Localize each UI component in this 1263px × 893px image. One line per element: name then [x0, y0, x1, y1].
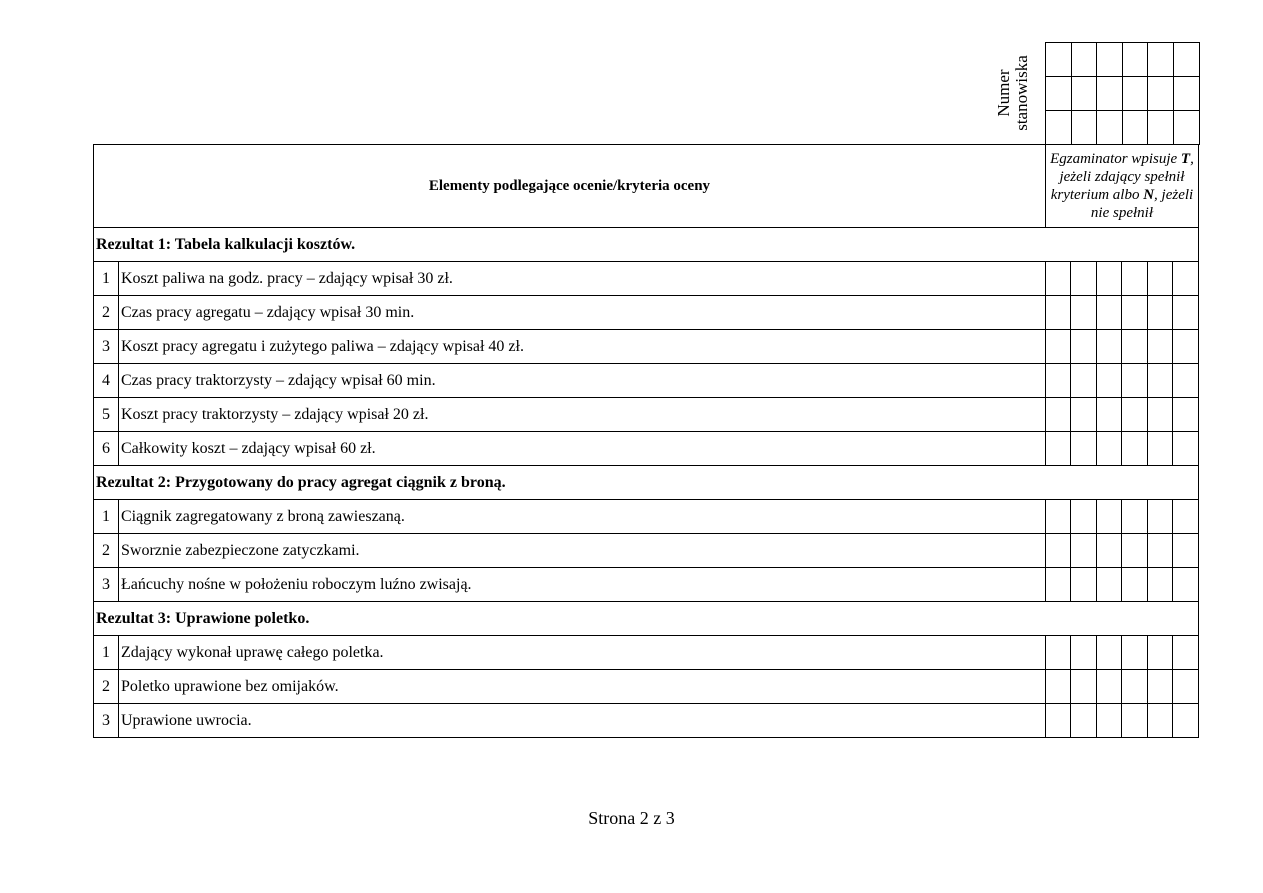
evaluation-box[interactable] — [1071, 636, 1097, 670]
evaluation-box[interactable] — [1071, 568, 1097, 602]
evaluation-box[interactable] — [1147, 330, 1173, 364]
evaluation-box[interactable] — [1045, 398, 1071, 432]
station-digit-box[interactable] — [1071, 111, 1097, 145]
evaluation-box[interactable] — [1173, 500, 1199, 534]
evaluation-box[interactable] — [1173, 364, 1199, 398]
evaluation-box[interactable] — [1045, 636, 1071, 670]
evaluation-box[interactable] — [1071, 670, 1097, 704]
evaluation-box[interactable] — [1122, 500, 1148, 534]
station-digit-box[interactable] — [1097, 77, 1123, 111]
evaluation-box[interactable] — [1122, 636, 1148, 670]
evaluation-box[interactable] — [1096, 262, 1122, 296]
evaluation-box[interactable] — [1045, 568, 1071, 602]
table-header-row — [94, 145, 1199, 228]
evaluation-box[interactable] — [1071, 364, 1097, 398]
criterion-text: Koszt pracy agregatu i zużytego paliwa – zdający wpisał 40 zł. — [119, 330, 1046, 364]
assessment-table — [93, 144, 1199, 738]
evaluation-box[interactable] — [1147, 432, 1173, 466]
page-number: Strona 2 z 3 — [588, 808, 675, 828]
result-row — [94, 466, 1199, 500]
criterion-number: 3 — [94, 330, 119, 364]
evaluation-box[interactable] — [1147, 398, 1173, 432]
result-title: Rezultat 1: Tabela kalkulacji kosztów. — [94, 228, 1199, 262]
evaluation-box[interactable] — [1045, 364, 1071, 398]
evaluation-box[interactable] — [1122, 534, 1148, 568]
station-digit-box[interactable] — [1071, 77, 1097, 111]
evaluation-box[interactable] — [1045, 670, 1071, 704]
criterion-number: 1 — [94, 262, 119, 296]
station-digit-box[interactable] — [1122, 77, 1148, 111]
criterion-text: Poletko uprawione bez omijaków. — [119, 670, 1046, 704]
evaluation-box[interactable] — [1173, 330, 1199, 364]
criteria-header: Elementy podlegające ocenie/kryteria oceny — [94, 145, 1046, 228]
criterion-number: 1 — [94, 636, 119, 670]
criterion-row — [94, 330, 1199, 364]
evaluation-box[interactable] — [1045, 296, 1071, 330]
station-grid-row — [1046, 111, 1200, 145]
criterion-text: Łańcuchy nośne w położeniu roboczym luźno zwisają. — [119, 568, 1046, 602]
evaluation-box[interactable] — [1045, 330, 1071, 364]
evaluation-box[interactable] — [1045, 534, 1071, 568]
criterion-row — [94, 364, 1199, 398]
evaluation-box[interactable] — [1071, 330, 1097, 364]
evaluation-box[interactable] — [1122, 670, 1148, 704]
evaluation-box[interactable] — [1147, 534, 1173, 568]
evaluation-box[interactable] — [1173, 636, 1199, 670]
station-digit-box[interactable] — [1071, 43, 1097, 77]
evaluation-box[interactable] — [1096, 670, 1122, 704]
station-digit-box[interactable] — [1122, 111, 1148, 145]
evaluation-box[interactable] — [1096, 296, 1122, 330]
criterion-number: 2 — [94, 296, 119, 330]
criterion-number: 2 — [94, 534, 119, 568]
evaluation-box[interactable] — [1173, 296, 1199, 330]
station-label-line1: Numer — [994, 69, 1013, 117]
station-digit-box[interactable] — [1046, 111, 1072, 145]
criterion-row — [94, 296, 1199, 330]
evaluation-box[interactable] — [1173, 398, 1199, 432]
criterion-row — [94, 636, 1199, 670]
evaluation-box[interactable] — [1096, 364, 1122, 398]
station-digit-box[interactable] — [1173, 111, 1199, 145]
evaluation-box[interactable] — [1071, 398, 1097, 432]
station-digit-box[interactable] — [1148, 111, 1174, 145]
evaluation-box[interactable] — [1096, 568, 1122, 602]
criterion-text: Ciągnik zagregatowany z broną zawieszaną. — [119, 500, 1046, 534]
criterion-text: Zdający wykonał uprawę całego poletka. — [119, 636, 1046, 670]
evaluation-box[interactable] — [1071, 500, 1097, 534]
evaluation-box[interactable] — [1122, 432, 1148, 466]
station-digit-box[interactable] — [1046, 43, 1072, 77]
evaluation-box[interactable] — [1096, 330, 1122, 364]
evaluation-box[interactable] — [1096, 636, 1122, 670]
station-digit-box[interactable] — [1122, 43, 1148, 77]
result-title: Rezultat 3: Uprawione poletko. — [94, 602, 1199, 636]
evaluation-box[interactable] — [1096, 704, 1122, 738]
evaluation-box[interactable] — [1071, 534, 1097, 568]
evaluation-box[interactable] — [1173, 432, 1199, 466]
examiner-note-header — [1045, 145, 1198, 228]
evaluation-box[interactable] — [1173, 670, 1199, 704]
result-row — [94, 228, 1199, 262]
evaluation-box[interactable] — [1173, 568, 1199, 602]
evaluation-box[interactable] — [1122, 296, 1148, 330]
criterion-text: Sworznie zabezpieczone zatyczkami. — [119, 534, 1046, 568]
criterion-number: 3 — [94, 568, 119, 602]
evaluation-box[interactable] — [1122, 262, 1148, 296]
station-digit-box[interactable] — [1097, 43, 1123, 77]
criterion-text: Czas pracy traktorzysty – zdający wpisał 60 min. — [119, 364, 1046, 398]
evaluation-box[interactable] — [1147, 704, 1173, 738]
evaluation-box[interactable] — [1147, 296, 1173, 330]
evaluation-box[interactable] — [1071, 704, 1097, 738]
result-row — [94, 602, 1199, 636]
evaluation-box[interactable] — [1122, 330, 1148, 364]
examiner-note-part3: , jeżeli nie spełnił — [1090, 187, 1194, 221]
evaluation-box[interactable] — [1147, 262, 1173, 296]
evaluation-box[interactable] — [1045, 432, 1071, 466]
evaluation-box[interactable] — [1173, 704, 1199, 738]
examiner-note-t: T — [1180, 151, 1191, 167]
criterion-text: Koszt paliwa na godz. pracy – zdający wpisał 30 zł. — [119, 262, 1046, 296]
evaluation-box[interactable] — [1096, 500, 1122, 534]
evaluation-box[interactable] — [1147, 364, 1173, 398]
evaluation-box[interactable] — [1045, 500, 1071, 534]
station-number-grid — [1045, 42, 1200, 145]
station-digit-box[interactable] — [1173, 43, 1199, 77]
evaluation-box[interactable] — [1122, 364, 1148, 398]
examiner-note-part2: , jeżeli zdający spełnił kryterium albo — [1050, 151, 1194, 203]
evaluation-box[interactable] — [1096, 534, 1122, 568]
criterion-row — [94, 398, 1199, 432]
criterion-number: 4 — [94, 364, 119, 398]
station-digit-box[interactable] — [1173, 77, 1199, 111]
criterion-row — [94, 704, 1199, 738]
evaluation-box[interactable] — [1045, 704, 1071, 738]
station-number-label — [990, 42, 1036, 144]
station-digit-box[interactable] — [1097, 111, 1123, 145]
criterion-text: Całkowity koszt – zdający wpisał 60 zł. — [119, 432, 1046, 466]
criterion-row — [94, 432, 1199, 466]
criterion-text: Koszt pracy traktorzysty – zdający wpisał 20 zł. — [119, 398, 1046, 432]
evaluation-box[interactable] — [1122, 398, 1148, 432]
criterion-row — [94, 534, 1199, 568]
station-label-line2: stanowiska — [1012, 55, 1031, 131]
criterion-row — [94, 500, 1199, 534]
evaluation-box[interactable] — [1173, 534, 1199, 568]
result-title: Rezultat 2: Przygotowany do pracy agregat ciągnik z broną. — [94, 466, 1199, 500]
criterion-row — [94, 670, 1199, 704]
criterion-number: 1 — [94, 500, 119, 534]
criterion-text: Czas pracy agregatu – zdający wpisał 30 min. — [119, 296, 1046, 330]
evaluation-box[interactable] — [1147, 636, 1173, 670]
criterion-row — [94, 262, 1199, 296]
examiner-note-part1: Egzaminator wpisuje — [1050, 151, 1181, 167]
evaluation-box[interactable] — [1122, 568, 1148, 602]
criterion-number: 5 — [94, 398, 119, 432]
evaluation-box[interactable] — [1147, 670, 1173, 704]
station-digit-box[interactable] — [1148, 77, 1174, 111]
evaluation-box[interactable] — [1147, 568, 1173, 602]
station-grid-row — [1046, 77, 1200, 111]
evaluation-box[interactable] — [1173, 262, 1199, 296]
station-digit-box[interactable] — [1046, 77, 1072, 111]
evaluation-box[interactable] — [1096, 432, 1122, 466]
criterion-row — [94, 568, 1199, 602]
evaluation-box[interactable] — [1071, 262, 1097, 296]
criterion-number: 6 — [94, 432, 119, 466]
evaluation-box[interactable] — [1045, 262, 1071, 296]
criterion-number: 3 — [94, 704, 119, 738]
evaluation-box[interactable] — [1147, 500, 1173, 534]
station-digit-box[interactable] — [1148, 43, 1174, 77]
evaluation-box[interactable] — [1096, 398, 1122, 432]
evaluation-box[interactable] — [1071, 296, 1097, 330]
station-grid-row — [1046, 43, 1200, 77]
criterion-text: Uprawione uwrocia. — [119, 704, 1046, 738]
examiner-note-n: N — [1143, 187, 1155, 203]
evaluation-box[interactable] — [1071, 432, 1097, 466]
evaluation-box[interactable] — [1122, 704, 1148, 738]
criterion-number: 2 — [94, 670, 119, 704]
